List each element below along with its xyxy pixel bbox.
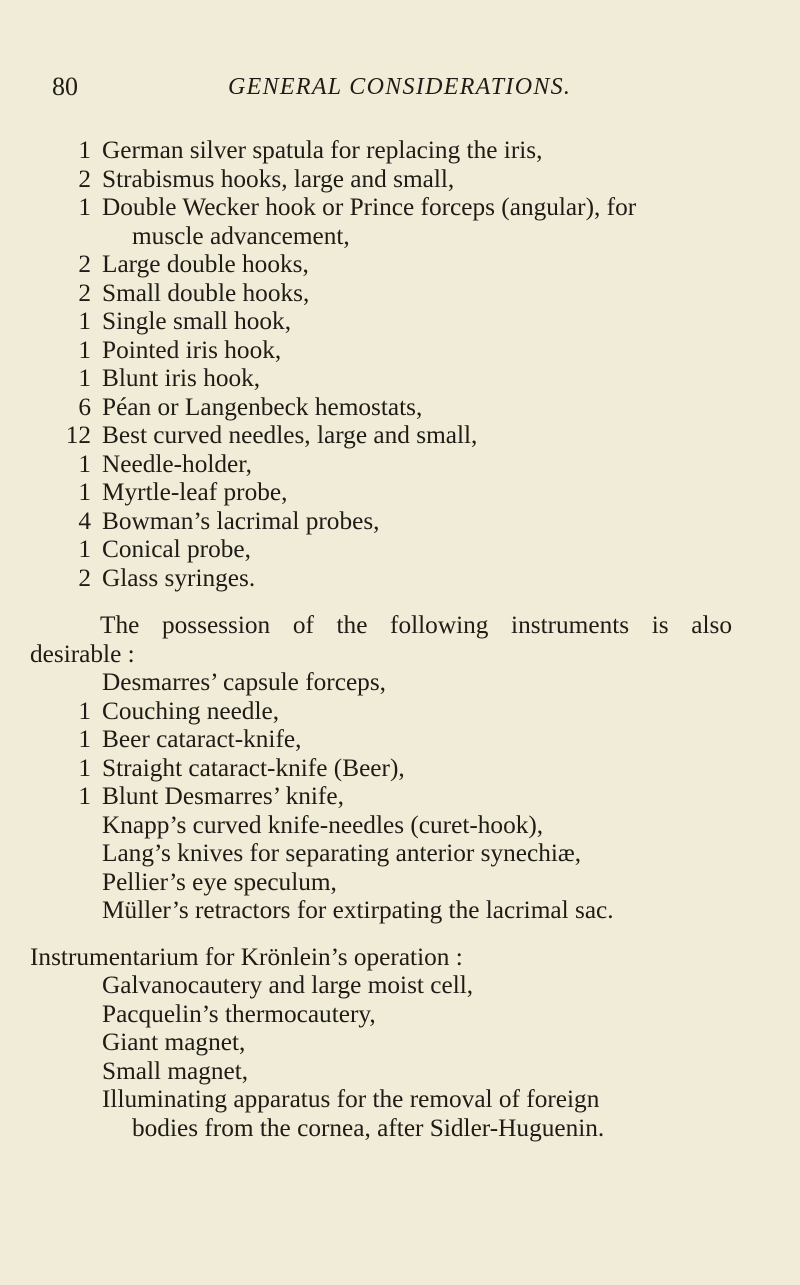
item-description: Strabismus hooks, large and small, [102,164,455,193]
item-quantity: 1 [78,307,91,335]
list-item [0,668,800,697]
item-description: Müller’s retractors for extirpating the lacrimal sac. [102,896,614,924]
list-item [0,136,800,165]
item-description: Illuminating apparatus for the removal of foreign [102,1085,600,1113]
item-description: Bowman’s lacrimal probes, [102,506,380,535]
list-item [0,450,800,479]
item-quantity: 1 [78,535,91,563]
item-quantity: 1 [78,782,91,810]
list-item-continuation [0,1114,800,1143]
list-item [0,336,800,365]
list-item [0,754,800,783]
item-quantity: 1 [78,364,91,392]
item-description: Single small hook, [102,307,292,335]
item-quantity: 12 [65,421,91,449]
item-quantity: 2 [78,563,91,592]
instrument-list-desirable [0,668,800,925]
item-quantity: 2 [78,250,91,278]
list-item [0,697,800,726]
list-item [0,1000,800,1029]
item-quantity: 1 [78,449,91,478]
item-quantity: 1 [78,696,91,725]
item-quantity: 1 [78,335,91,364]
item-description: Myrtle-leaf probe, [102,478,288,506]
item-description: Giant magnet, [102,1028,246,1056]
body-paragraph [30,611,732,668]
list-item [0,1028,800,1057]
list-item [0,279,800,308]
kronlein-instrumentarium [0,943,800,1143]
running-head: GENERAL CONSIDERATIONS. [228,74,572,100]
item-description: Pellier’s eye speculum, [102,867,337,896]
item-quantity: 4 [78,506,91,535]
item-description: Glass syringes. [102,563,256,592]
item-description: Blunt iris hook, [102,364,261,392]
list-item [0,421,800,450]
item-description: muscle advancement, [132,221,350,250]
item-quantity: 2 [78,164,91,193]
item-description: Knapp’s curved knife-needles (curet-hook), [102,810,544,839]
item-description: Double Wecker hook or Prince forceps (angular), for [102,193,637,221]
item-description: Beer cataract-knife, [102,725,302,753]
list-item [0,725,800,754]
list-item [0,307,800,336]
list-item [0,896,800,925]
item-description: Lang’s knives for separating anterior synechiæ, [102,839,582,867]
list-item [0,165,800,194]
list-item [0,868,800,897]
list-item [0,1057,800,1086]
item-description: Best curved needles, large and small, [102,421,478,449]
item-quantity: 1 [78,193,91,221]
page-header [0,72,800,112]
paragraph-line: desirable : [30,639,135,668]
list-item [0,364,800,393]
list-item [0,535,800,564]
list-item [0,971,800,1000]
item-quantity: 1 [78,478,91,506]
item-quantity: 1 [78,725,91,753]
item-description: bodies from the cornea, after Sidler-Huguenin. [132,1113,605,1142]
list-item [0,839,800,868]
item-description: Large double hooks, [102,250,309,278]
paragraph-line: The possession of the following instruments is also [100,611,732,639]
item-quantity: 1 [78,753,91,782]
list-item [0,782,800,811]
section-heading: Instrumentarium for Krönlein’s operation : [30,942,463,971]
item-quantity: 2 [78,278,91,307]
item-quantity: 6 [78,392,91,421]
item-description: Small double hooks, [102,278,310,307]
item-description: Pacquelin’s thermocautery, [102,999,376,1028]
item-description: Small magnet, [102,1056,249,1085]
item-description: Pointed iris hook, [102,335,282,364]
item-description: Blunt Desmarres’ knife, [102,782,344,810]
page-content [0,136,800,1142]
item-description: Desmarres’ capsule forceps, [102,668,386,696]
item-description: Needle-holder, [102,449,252,478]
item-description: Galvanocautery and large moist cell, [102,971,474,999]
spacer [0,925,800,943]
instrument-list-primary [0,136,800,592]
item-description: Couching needle, [102,696,280,725]
list-item [0,193,800,222]
list-item [0,1085,800,1114]
item-description: Straight cataract-knife (Beer), [102,753,405,782]
list-item [0,250,800,279]
item-description: German silver spatula for replacing the iris, [102,136,543,164]
list-item [0,393,800,422]
list-item [0,478,800,507]
list-item [0,564,800,593]
list-item-continuation [0,222,800,251]
page-number: 80 [52,72,78,101]
list-item [0,507,800,536]
item-description: Conical probe, [102,535,251,563]
list-item [0,811,800,840]
item-description: Péan or Langenbeck hemostats, [102,392,423,421]
spacer [0,592,800,611]
item-quantity: 1 [78,136,91,164]
